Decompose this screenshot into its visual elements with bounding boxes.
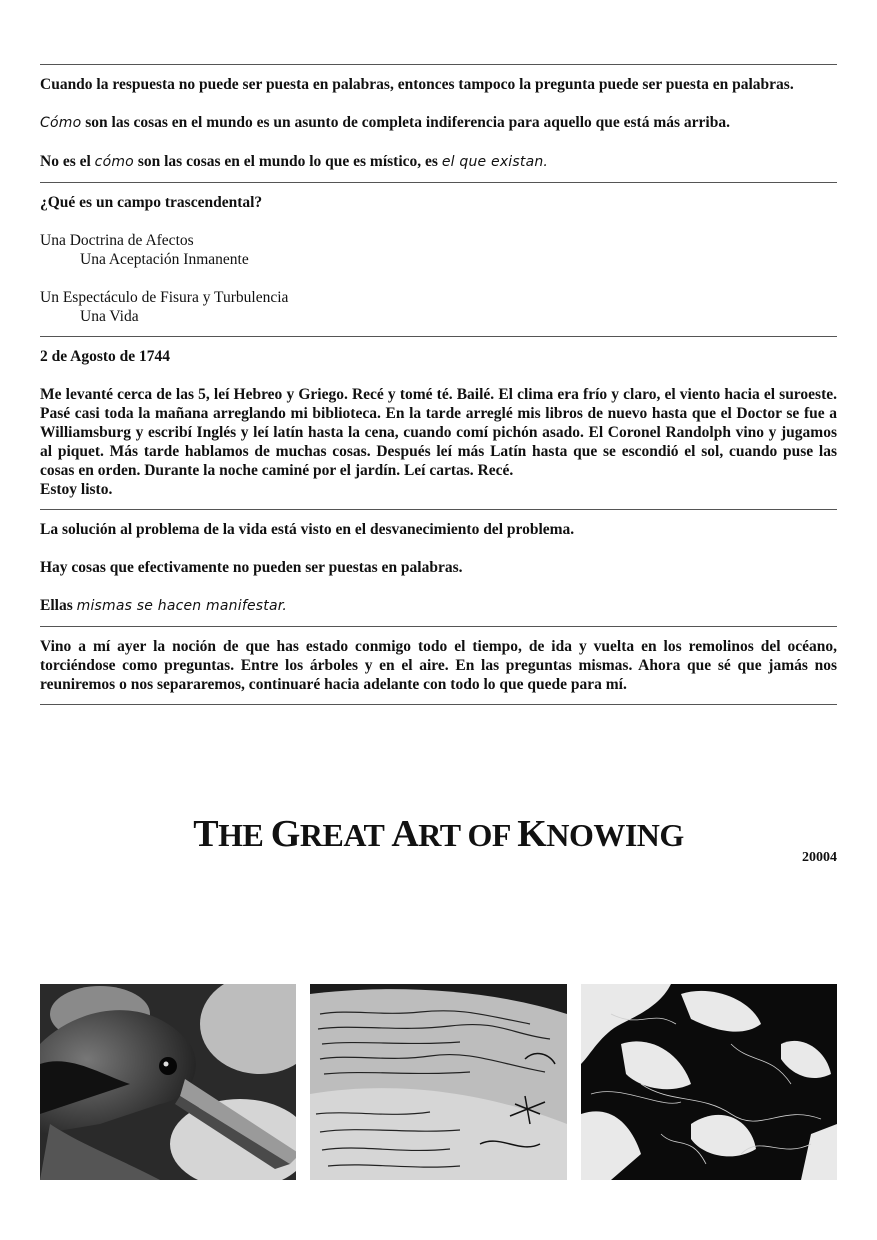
section-quote-2 [40,510,837,626]
title-initial: A [391,813,419,855]
list-line: Una Doctrina de Afectos [40,232,194,249]
paragraph [40,152,837,172]
title-initial: T [193,813,219,855]
italic-text: mismas se hacen manifestar. [76,598,288,614]
text: son las cosas en el mundo lo que es místico, es [133,153,442,170]
section-ocean [40,627,837,704]
text: Ellas [40,597,77,614]
list-line: Una Aceptación Inmanente [80,251,249,268]
list-line: Una Vida [80,308,139,325]
paragraph: Hay cosas que efectivamente no pueden ser puestas en palabras. [40,559,463,576]
list-line: Un Espectáculo de Fisura y Turbulencia [40,289,289,306]
section-quote-1 [40,65,837,182]
paragraph [40,596,837,616]
title-part: HE [218,817,271,853]
diary-date: 2 de Agosto de 1744 [40,348,171,365]
year-label: 20004 [802,850,837,865]
divider [40,704,837,705]
section-diary [40,337,837,509]
text-column [40,64,837,705]
abstract-photo [581,984,837,1180]
section-transcendental [40,183,837,336]
manuscript-photo [310,984,567,1180]
text: son las cosas en el mundo es un asunto de completa indiferencia para aquello que está más arriba. [81,114,730,131]
paragraph: Vino a mí ayer la noción de que has estado conmigo todo el tiempo, de ida y vuelta en los remolinos del océano, torciéndose como preguntas. Entre los árboles y en el aire. En las preguntas mismas. Ahora que sé que jamás nos reuniremos o nos separaremos, continuaré hacia adelante con todo lo que quede para mí. [40,638,837,693]
italic-text: Cómo [40,115,82,131]
title-initial: K [517,813,547,855]
title-part: RT OF [418,817,518,853]
bird-photo [40,984,296,1180]
text: No es el [40,153,95,170]
title-part: REAT [299,817,392,853]
paragraph: La solución al problema de la vida está visto en el desvanecimiento del problema. [40,521,575,538]
italic-text: el que existan. [441,154,549,170]
question: ¿Qué es un campo trascendental? [40,194,263,211]
italic-text: cómo [94,154,134,170]
paragraph [40,113,837,133]
title-initial: G [270,813,300,855]
page-title [0,812,877,856]
diary-closing: Estoy listo. [40,481,113,498]
diary-body: Me levanté cerca de las 5, leí Hebreo y Griego. Recé y tomé té. Bailé. El clima era frío y claro, el viento hacia el suroeste. Pasé casi toda la mañana arreglando mi biblioteca. En la tarde arreglé mis libros de nuevo hasta que el Doctor se fue a Williamsburg y escribí Inglés y leí latín hasta la cena, cuando comí pichón asado. El Coronel Randolph vino y jugamos al piquet. Más tarde hablamos de muchas cosas. Después leí más Latín hasta que se escondió el sol, cuando puse las cosas en orden. Durante la noche caminé por el jardín. Leí cartas. Recé. [40,386,837,479]
paragraph: Cuando la respuesta no puede ser puesta en palabras, entonces tampoco la pregunta puede ser puesta en palabras. [40,76,794,93]
title-part: NOWING [546,817,684,853]
